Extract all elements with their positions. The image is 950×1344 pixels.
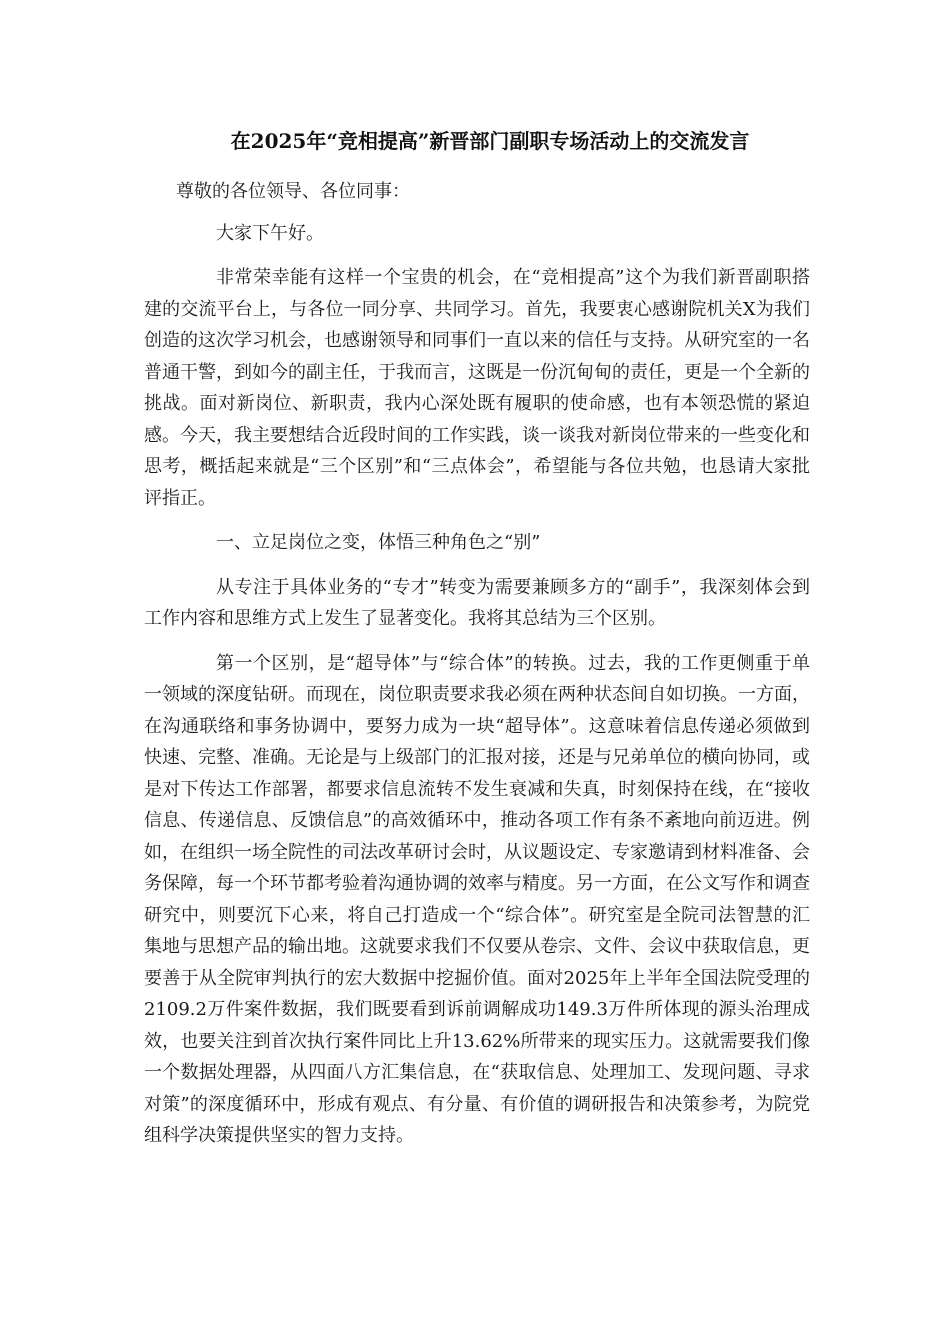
body-paragraph: 从专注于具体业务的“专才”转变为需要兼顾多方的“副手”，我深刻体会到工作内容和思维方式上发生了显著变化。我将其总结为三个区别。	[144, 576, 810, 629]
document-body	[144, 176, 810, 1165]
section-heading: 一、立足岗位之变，体悟三种角色之“别”	[216, 532, 541, 553]
intro-paragraph: 非常荣幸能有这样一个宝贵的机会，在“竞相提高”这个为我们新晋副职搭建的交流平台上，与各位一同分享、共同学习。首先，我要衷心感谢院机关X为我们创造的这次学习机会，也感谢领导和同事们一直以来的信任与支持。从研究室的一名普通干警，到如今的副主任，于我而言，这既是一份沉甸甸的责任，更是一个全新的挑战。面对新岗位、新职责，我内心深处既有履职的使命感，也有本领恐慌的紧迫感。今天，我主要想结合近段时间的工作实践，谈一谈我对新岗位带来的一些变化和思考，概括起来就是“三个区别”和“三点体会”，希望能与各位共勉，也恳请大家批评指正。	[144, 267, 810, 509]
salutation: 尊敬的各位领导、各位同事：	[176, 181, 410, 202]
body-paragraph: 第一个区别，是“超导体”与“综合体”的转换。过去，我的工作更侧重于单一领域的深度钻研。而现在，岗位职责要求我必须在两种状态间自如切换。一方面，在沟通联络和事务协调中，要努力成为一块“超导体”。这意味着信息传递必须做到快速、完整、准确。无论是与上级部门的汇报对接，还是与兄弟单位的横向协同，或是对下传达工作部署，都要求信息流转不发生衰减和失真，时刻保持在线，在“接收信息、传递信息、反馈信息”的高效循环中，推动各项工作有条不紊地向前迈进。例如，在组织一场全院性的司法改革研讨会时，从议题设定、专家邀请到材料准备、会务保障，每一个环节都考验着沟通协调的效率与精度。另一方面，在公文写作和调查研究中，则要沉下心来，将自己打造成一个“综合体”。研究室是全院司法智慧的汇集地与思想产品的输出地。这就要求我们不仅要从卷宗、文件、会议中获取信息，更要善于从全院审判执行的宏大数据中挖掘价值。面对2025年上半年全国法院受理的2109.2万件案件数据，我们既要看到诉前调解成功149.3万件所体现的源头治理成效，也要关注到首次执行案件同比上升13.62%所带来的现实压力。这就需要我们像一个数据处理器，从四面八方汇集信息，在“获取信息、处理加工、发现问题、寻求对策”的深度循环中，形成有观点、有分量、有价值的调研报告和决策参考，为院党组科学决策提供坚实的智力支持。	[144, 652, 810, 1146]
greeting-paragraph: 大家下午好。	[216, 222, 324, 244]
document-title: 在2025年“竞相提高”新晋部门副职专场活动上的交流发言	[230, 129, 750, 153]
